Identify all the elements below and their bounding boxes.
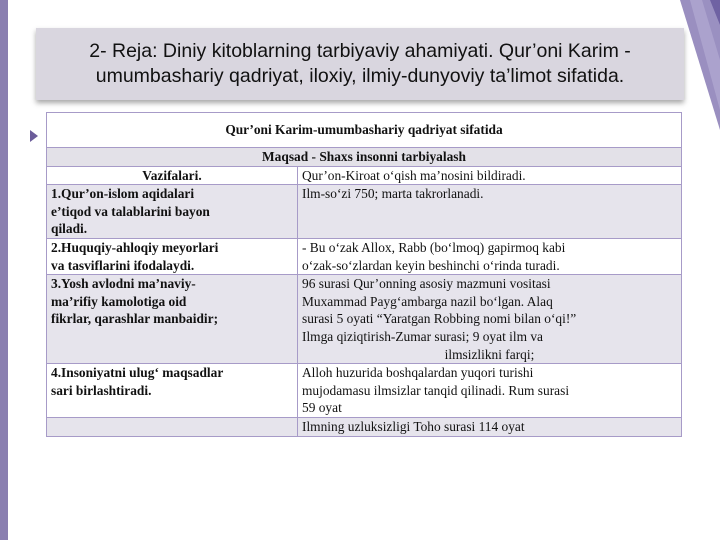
left-cell: 2.Huquqiy-ahloqiy meyorlari va tasviflarini ifodalaydi. bbox=[47, 238, 298, 274]
table-row bbox=[47, 185, 682, 239]
right-cell: 96 surasi Qur’onning asosiy mazmuni vositasi Muxammad Payg‘ambarga nazil bo‘lgan. Alaq surasi 5 oyati “Yaratgan Robbing nomi bilan o‘qi!” Ilmga qiziqtirish-Zumar surasi; 9 oyat ilm va ilmsizlikni farqi; bbox=[298, 275, 682, 364]
right-cell: Ilmning uzluksizligi Toho surasi 114 oyat bbox=[298, 417, 682, 436]
content-table bbox=[46, 112, 682, 437]
left-accent-bar bbox=[0, 0, 8, 540]
left-cell: 3.Yosh avlodni ma’naviy- ma’rifiy kamolotiga oid fikrlar, qarashlar manbaidir; bbox=[47, 275, 298, 364]
right-cell: Qur’on-Kiroat o‘qish ma’nosini bildiradi. bbox=[298, 166, 682, 185]
table-row bbox=[47, 166, 682, 185]
left-cell: Vazifalari. bbox=[47, 166, 298, 185]
right-cell: - Bu o‘zak Allox, Rabb (bo‘lmoq) gapirmoq kabi o‘zak-so‘zlardan keyin beshinchi o‘rinda turadi. bbox=[298, 238, 682, 274]
table-row bbox=[47, 238, 682, 274]
left-cell bbox=[47, 417, 298, 436]
bullet-arrow-icon bbox=[30, 130, 38, 142]
table-row bbox=[47, 275, 682, 364]
corner-decoration bbox=[680, 0, 720, 130]
table-row bbox=[47, 364, 682, 418]
title-line-1: 2- Reja: Diniy kitoblarning tarbiyaviy ahamiyati. Qur’oni Karim - bbox=[89, 40, 631, 62]
left-cell: 1.Qur’on-islom aqidalari e’tiqod va talablarini bayon qiladi. bbox=[47, 185, 298, 239]
title-line-2: umumbashariy qadriyat, iloxiy, ilmiy-dunyoviy ta’limot sifatida. bbox=[95, 65, 625, 87]
table-heading: Qur’oni Karim-umumbashariy qadriyat sifatida bbox=[47, 113, 682, 148]
left-cell: 4.Insoniyatni ulug‘ maqsadlar sari birlashtiradi. bbox=[47, 364, 298, 418]
right-cell: Ilm-so‘zi 750; marta takrorlanadi. bbox=[298, 185, 682, 239]
table-subheading: Maqsad - Shaxs insonni tarbiyalash bbox=[47, 148, 682, 167]
table-row bbox=[47, 417, 682, 436]
right-cell: Alloh huzurida boshqalardan yuqori turishi mujodamasu ilmsizlar tanqid qilinadi. Rum surasi 59 oyat bbox=[298, 364, 682, 418]
slide-title bbox=[36, 28, 684, 100]
